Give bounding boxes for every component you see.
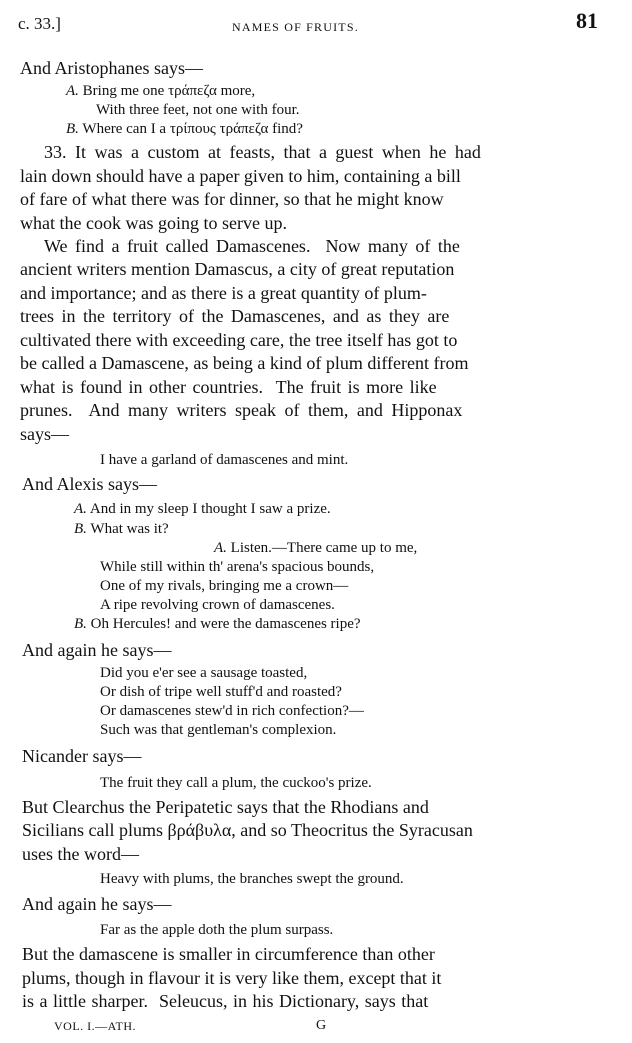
text-line: We find a fruit called Damascenes. Now many of the xyxy=(44,236,460,256)
signature-mark: G xyxy=(316,1018,327,1033)
page-number: 81 xyxy=(576,8,598,33)
text-line: says— xyxy=(20,424,69,444)
text-line: cultivated there with exceeding care, the tree itself has got to xyxy=(20,330,458,350)
text-line: prunes. And many writers speak of them, and Hipponax xyxy=(20,400,463,420)
verse-line: Or damascenes stew'd in rich confection?— xyxy=(100,703,364,719)
chapter-marker: c. 33.] xyxy=(18,14,61,33)
text-line: But the damascene is smaller in circumference than other xyxy=(22,944,435,964)
verse-line: Such was that gentleman's complexion. xyxy=(100,722,337,738)
verse-line: While still within th' arena's spacious bounds, xyxy=(100,559,375,575)
text-line: lain down should have a paper given to him, containing a bill xyxy=(20,166,461,186)
verse-line: Or dish of tripe well stuff'd and roasted? xyxy=(100,684,342,700)
verse-line: A. Bring me one τράπεζα more, xyxy=(66,83,256,99)
text-line: what is found in other countries. The fruit is more like xyxy=(20,377,437,397)
text-line: trees in the territory of the Damascenes, and as they are xyxy=(20,306,450,326)
text-line: But Clearchus the Peripatetic says that the Rhodians and xyxy=(22,797,429,817)
verse-line: A. And in my sleep I thought I saw a prize. xyxy=(74,501,331,517)
text-line: 33. It was a custom at feasts, that a guest when he had xyxy=(44,142,481,162)
verse-line: B. Oh Hercules! and were the damascenes ripe? xyxy=(74,616,361,632)
speaker-label: B. xyxy=(66,121,79,137)
verse-line: A ripe revolving crown of damascenes. xyxy=(100,597,335,613)
text-line: Nicander says— xyxy=(22,746,142,766)
verse-line: B. What was it? xyxy=(74,521,169,537)
text-line: what the cook was going to serve up. xyxy=(20,213,287,233)
text-line: ancient writers mention Damascus, a city of great reputation xyxy=(20,259,455,279)
text-line: plums, though in flavour it is very like them, except that it xyxy=(22,968,442,988)
speaker-label: A. xyxy=(66,83,79,99)
verse-line: Heavy with plums, the branches swept the ground. xyxy=(100,871,404,887)
verse-line: With three feet, not one with four. xyxy=(96,102,300,118)
verse-line: Did you e'er see a sausage toasted, xyxy=(100,665,308,681)
volume-marker: VOL. I.—ATH. xyxy=(54,1019,136,1033)
text-line: And Aristophanes says— xyxy=(20,58,203,78)
verse-line: B. Where can I a τρίπους τράπεζα find? xyxy=(66,121,303,137)
text-line: is a little sharper. Seleucus, in his Dictionary, says that xyxy=(22,991,429,1011)
text-line: Sicilians call plums βράβυλα, and so Theocritus the Syracusan xyxy=(22,820,473,840)
text-line: be called a Damascene, as being a kind of plum different from xyxy=(20,353,469,373)
speaker-label: A. xyxy=(74,501,87,517)
text-line: And again he says— xyxy=(22,894,172,914)
speaker-label: B. xyxy=(74,521,87,537)
verse-line: One of my rivals, bringing me a crown— xyxy=(100,578,349,594)
text-line: And again he says— xyxy=(22,640,172,660)
verse-line: Far as the apple doth the plum surpass. xyxy=(100,922,334,938)
text-line: and importance; and as there is a great quantity of plum- xyxy=(20,283,427,303)
speaker-label: A. xyxy=(214,540,227,556)
text-line: uses the word— xyxy=(22,844,139,864)
verse-line: A. Listen.—There came up to me, xyxy=(214,540,418,556)
running-title: NAMES OF FRUITS. xyxy=(232,20,359,34)
verse-line: The fruit they call a plum, the cuckoo's prize. xyxy=(100,775,372,791)
text-line: of fare of what there was for dinner, so that he might know xyxy=(20,189,444,209)
text-line: And Alexis says— xyxy=(22,474,157,494)
speaker-label: B. xyxy=(74,616,87,632)
verse-line: I have a garland of damascenes and mint. xyxy=(100,452,349,468)
